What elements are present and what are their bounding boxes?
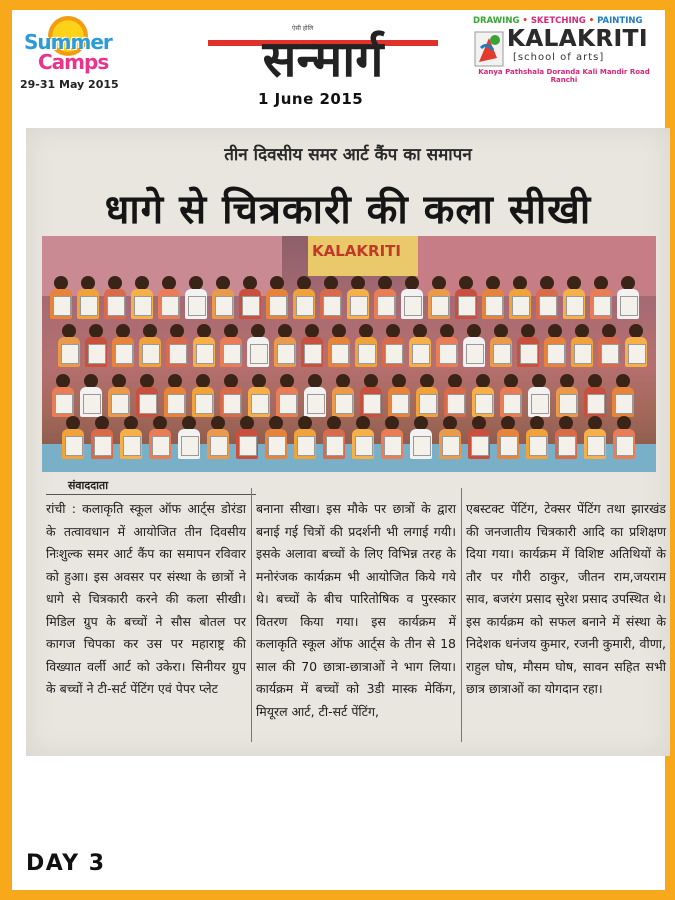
- photo-child: [563, 276, 585, 326]
- photo-child: [62, 416, 84, 466]
- photo-child: [85, 324, 107, 374]
- group-photo: [42, 236, 656, 472]
- photo-child: [266, 276, 288, 326]
- masthead-small-text: ऐसी होलि: [292, 25, 314, 32]
- photo-child: [104, 276, 126, 326]
- photo-child: [120, 416, 142, 466]
- photo-child: [139, 324, 161, 374]
- photo-child: [77, 276, 99, 326]
- photo-child: [509, 276, 531, 326]
- article-body: [46, 498, 666, 748]
- photo-child: [236, 416, 258, 466]
- photo-child: [468, 416, 490, 466]
- photo-child: [381, 416, 403, 466]
- photo-child: [544, 324, 566, 374]
- photo-child: [178, 416, 200, 466]
- photo-child: [293, 276, 315, 326]
- photo-child: [584, 416, 606, 466]
- photo-child: [536, 276, 558, 326]
- photo-child: [428, 276, 450, 326]
- photo-child: [590, 276, 612, 326]
- photo-child: [598, 324, 620, 374]
- photo-child: [212, 276, 234, 326]
- tagline-painting: PAINTING: [597, 16, 643, 26]
- photo-child: [274, 324, 296, 374]
- photo-child: [436, 324, 458, 374]
- photo-child: [555, 416, 577, 466]
- photo-child: [50, 276, 72, 326]
- column-divider: [251, 488, 252, 742]
- photo-child: [463, 324, 485, 374]
- article-column-1: रांची : कलाकृति स्कूल ऑफ आर्ट्स डोरंडा के तत्वावधान में आयोजित तीन दिवसीय निःशुल्क समर आर्ट कैंप का समापन रविवार को हुआ। इस अवसर पर संस्था के छात्रों ने धागे से चित्रकारी करने की कला सीखी। मिडिल ग्रुप के बच्चों ने सौस बोतल पर कागज चिपका कर उस पर महाराष्ट्र की विख्यात वर्ली आर्ट को उकेरा। सिनीयर ग्रुप के बच्चों ने टी-सर्ट पेंटिंग एवं पेपर प्लेट: [46, 501, 246, 696]
- article-byline: संवाददाता: [68, 479, 109, 492]
- newspaper-clipping: [26, 128, 670, 756]
- kalakriti-subtitle: [school of arts]: [513, 52, 605, 63]
- photo-child: [382, 324, 404, 374]
- kalakriti-name: KALAKRITI: [507, 26, 648, 52]
- photo-child: [301, 324, 323, 374]
- tagline-sketching: SKETCHING: [530, 16, 586, 26]
- day-label: DAY 3: [26, 851, 106, 876]
- article-column-2: बनाना सीखा। इस मौके पर छात्रों के द्वारा बनाई गई चित्रों की प्रदर्शनी भी लगाई गयी। इसके अलावा बच्चों के लिए विभिन्न तरह के मनोरंजक कार्यक्रम भी आयोजित किये गये थे। बच्चों के बीच पारितोषिक व पुरस्कार वितरण किया गया। इस कार्यक्रम में कलाकृति स्कूल ऑफ आर्ट्स के तीन से 18 साल की 70 छात्रा-छात्राओं ने भाग लिया। कार्यक्रम में बच्चों को 3डी मास्क मेकिंग, मियूरल आर्ट, टी-सर्ट पेंटिंग,: [256, 501, 456, 719]
- tagline-separator: •: [588, 16, 595, 26]
- photo-child: [374, 276, 396, 326]
- page-canvas: [12, 10, 665, 890]
- photo-child: [328, 324, 350, 374]
- photo-child: [497, 416, 519, 466]
- palette-icon: [473, 28, 507, 68]
- photo-child: [409, 324, 431, 374]
- article-kicker: तीन दिवसीय समर आर्ट कैंप का समापन: [224, 145, 472, 165]
- photo-child: [617, 276, 639, 326]
- photo-child: [490, 324, 512, 374]
- photo-child: [294, 416, 316, 466]
- byline-rule: [46, 494, 256, 495]
- photo-child: [239, 276, 261, 326]
- article-headline: धागे से चित्रकारी की कला सीखी: [104, 187, 592, 233]
- photo-child: [131, 276, 153, 326]
- photo-child: [352, 416, 374, 466]
- photo-child: [410, 416, 432, 466]
- photo-child: [613, 416, 635, 466]
- tagline-drawing: DRAWING: [473, 16, 520, 26]
- tagline-separator: •: [522, 16, 528, 26]
- kalakriti-tagline: [473, 16, 642, 26]
- logo-word-summer: Summer: [24, 30, 112, 54]
- photo-child: [320, 276, 342, 326]
- photo-child: [91, 416, 113, 466]
- logo-word-camps: Camps: [38, 50, 109, 74]
- photo-child: [265, 416, 287, 466]
- photo-child: [401, 276, 423, 326]
- photo-child: [482, 276, 504, 326]
- photo-child: [347, 276, 369, 326]
- article-column-3: एबस्टक्ट पेंटिंग, टेक्सर पेंटिंग तथा झारखंड की जनजातीय चित्रकारी आदि का प्रशिक्षण दिया गया। कार्यक्रम में विशिष्ट अतिथियों के तौर पर गौरी ठाकुर, जीतन राम,जयराम साव, बजरंग प्रसाद सुरेश प्रसाद उपस्थित थे। इस कार्यक्रम को सफल बनाने में संस्था के निदेशक धनंजय कुमार, रजनी कुमारी, वीणा, राहुल घोष, मौसम घोष, सावन सहित सभी छात्र छात्राओं का योगदान रहा।: [466, 501, 666, 696]
- photo-child: [625, 324, 647, 374]
- photo-child: [526, 416, 548, 466]
- newspaper-name: सन्मार्ग: [262, 30, 384, 88]
- photo-child: [323, 416, 345, 466]
- newspaper-masthead: [198, 24, 448, 94]
- newspaper-date: 1 June 2015: [258, 90, 364, 108]
- photo-child: [149, 416, 171, 466]
- photo-child: [158, 276, 180, 326]
- photo-banner: [308, 236, 418, 276]
- photo-child: [112, 324, 134, 374]
- column-divider: [461, 488, 462, 742]
- kalakriti-logo: [473, 14, 655, 82]
- kalakriti-address: Kanya Pathshala Doranda Kali Mandir Road Ranchi: [478, 68, 650, 84]
- photo-child: [58, 324, 80, 374]
- photo-child: [220, 324, 242, 374]
- photo-child: [166, 324, 188, 374]
- photo-banner-text: KALAKRITI: [312, 242, 401, 260]
- photo-child: [185, 276, 207, 326]
- photo-child: [571, 324, 593, 374]
- photo-child: [247, 324, 269, 374]
- photo-child: [455, 276, 477, 326]
- photo-child: [439, 416, 461, 466]
- photo-child: [517, 324, 539, 374]
- photo-child: [193, 324, 215, 374]
- photo-child: [207, 416, 229, 466]
- camp-dates: 29-31 May 2015: [20, 78, 119, 91]
- photo-child: [355, 324, 377, 374]
- summer-camps-logo: [20, 16, 125, 78]
